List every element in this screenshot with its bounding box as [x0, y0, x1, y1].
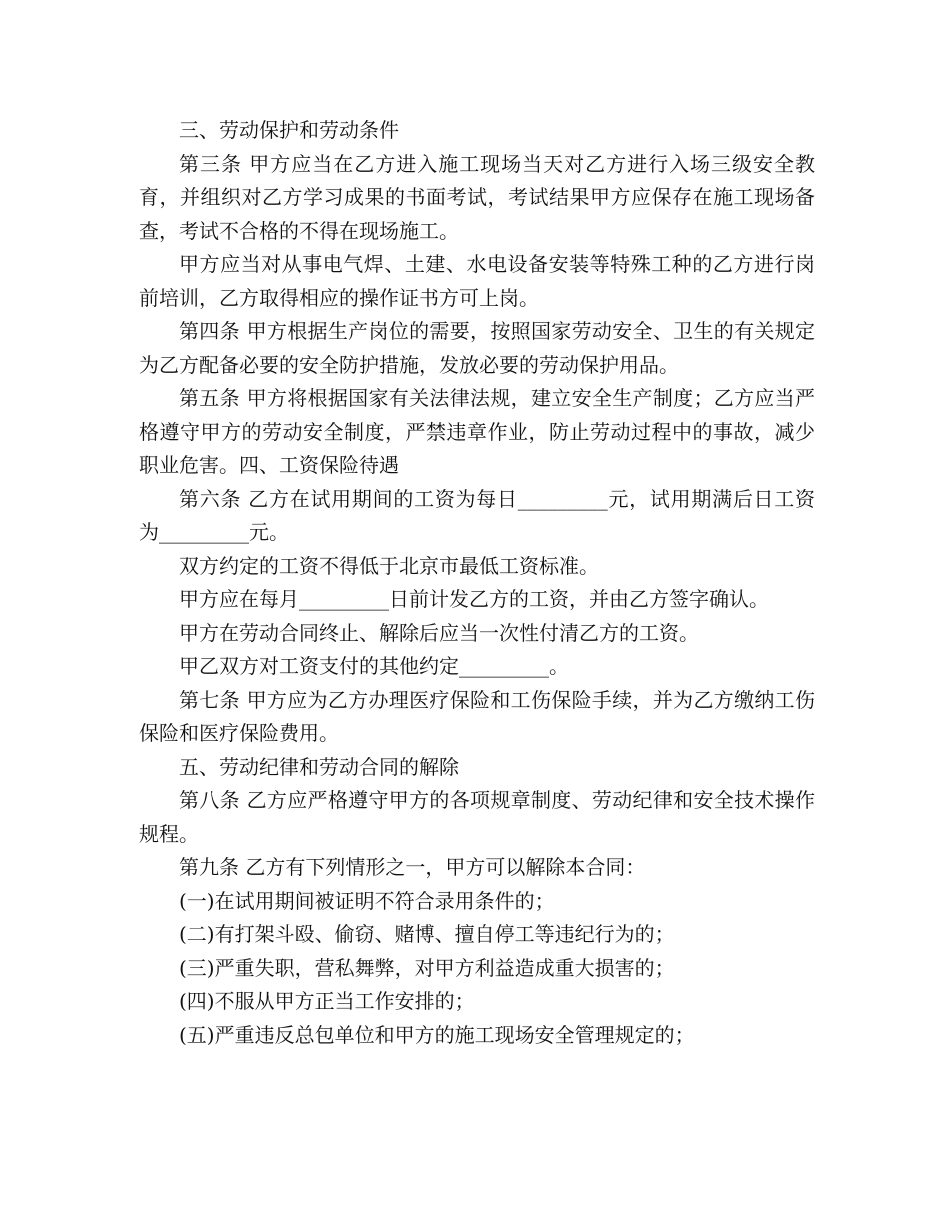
clause-2-item: (二)有打架斗殴、偷窃、赌博、擅自停工等违纪行为的；	[179, 922, 675, 946]
section-heading-labor-protection: 三、劳动保护和劳动条件	[179, 118, 399, 142]
minimum-wage-paragraph: 双方约定的工资不得低于北京市最低工资标准。	[179, 553, 599, 578]
article-7-paragraph: 第七条 甲方应为乙方办理医疗保险和工伤保险手续，并为乙方缴纳工伤保险和医疗保险费用。	[139, 687, 815, 745]
clause-5-item: (五)严重违反总包单位和甲方的施工现场安全管理规定的；	[179, 1022, 695, 1047]
article-4-paragraph: 第四条 甲方根据生产岗位的需要，按照国家劳动安全、卫生的有关规定为乙方配备必要的安全防护措施，发放必要的劳动保护用品。	[139, 319, 815, 377]
clause-4-item: (四)不服从甲方正当工作安排的；	[179, 989, 475, 1013]
article-3-paragraph: 第三条 甲方应当在乙方进入施工现场当天对乙方进行入场三级安全教育，并组织对乙方学习成果的书面考试，考试结果甲方应保存在施工现场备查，考试不合格的不得在现场施工。	[139, 151, 815, 243]
section-heading-labor-discipline: 五、劳动纪律和劳动合同的解除	[179, 754, 459, 779]
monthly-pay-paragraph: 甲方应在每月_________日前计发乙方的工资，并由乙方签字确认。	[179, 587, 769, 611]
clause-1-item: (一)在试用期间被证明不符合录用条件的；	[179, 888, 555, 913]
special-training-paragraph: 甲方应当对从事电气焊、土建、水电设备安装等特殊工种的乙方进行岗前培训，乙方取得相应的操作证书方可上岗。	[139, 252, 815, 310]
document-body	[139, 114, 815, 1052]
article-9-paragraph: 第九条 乙方有下列情形之一，甲方可以解除本合同：	[179, 855, 646, 879]
other-wage-agreement-paragraph: 甲乙双方对工资支付的其他约定_________。	[179, 654, 569, 678]
article-6-paragraph: 第六条 乙方在试用期间的工资为每日_________元，试用期满后日工资为_________元。	[139, 486, 815, 544]
article-8-paragraph: 第八条 乙方应严格遵守甲方的各项规章制度、劳动纪律和安全技术操作规程。	[139, 788, 815, 846]
article-5-paragraph: 第五条 甲方将根据国家有关法律法规，建立安全生产制度；乙方应当严格遵守甲方的劳动安全制度，严禁违章作业，防止劳动过程中的事故，减少职业危害。四、工资保险待遇	[139, 386, 815, 477]
final-pay-paragraph: 甲方在劳动合同终止、解除后应当一次性付清乙方的工资。	[179, 620, 699, 645]
clause-3-item: (三)严重失职，营私舞弊，对甲方利益造成重大损害的；	[179, 955, 675, 980]
